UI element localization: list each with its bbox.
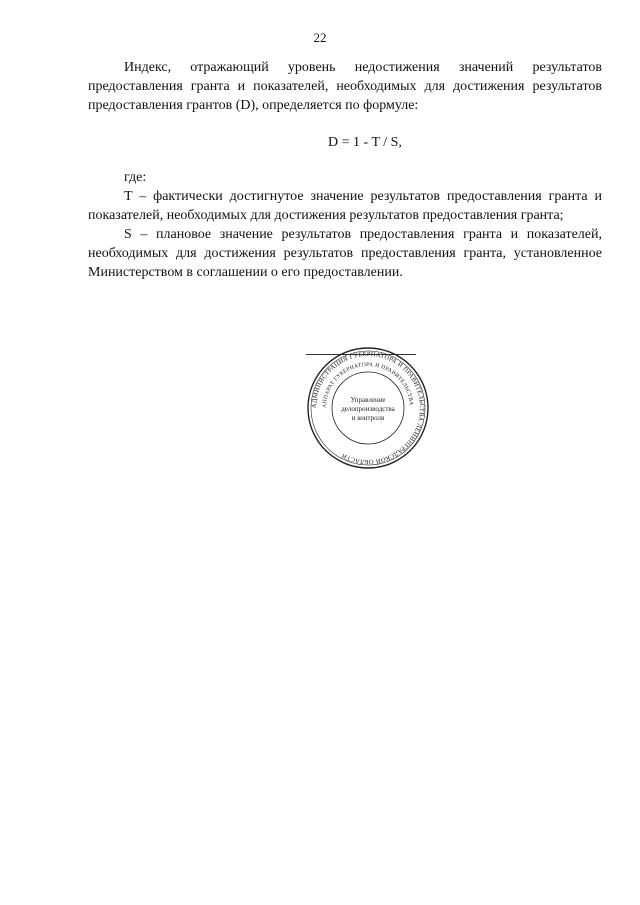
- official-stamp: [306, 346, 430, 470]
- paragraph-index-definition: Индекс, отражающий уровень недостижения значений результатов предоставления гранта и показателей, необходимых для достижения результатов предоставления грантов (D), определяется по формуле:: [88, 60, 602, 113]
- definition-t: T – фактически достигнутое значение результатов предоставления гранта и показателей, необходимых для достижения результатов предоставления гранта;: [88, 189, 602, 223]
- document-body: [88, 58, 602, 282]
- page-number: 22: [313, 30, 327, 45]
- formula: D = 1 - T / S,: [328, 135, 402, 150]
- definition-s: S – плановое значение результатов предоставления гранта и показателей, необходимых для достижения результатов предоставления гранта, установленное Министерством в соглашении о его предоставлении.: [88, 227, 602, 280]
- stamp-center-line2: делопроизводства: [341, 405, 395, 413]
- stamp-center-line3: и контроля: [351, 414, 385, 422]
- where-label: где:: [124, 170, 147, 185]
- stamp-inner-text: АППАРАТ ГУБЕРНАТОРА И ПРАВИТЕЛЬСТВА: [321, 361, 414, 409]
- stamp-seal-icon: [306, 346, 430, 470]
- stamp-outer-text: АДМИНИСТРАЦИЯ ГУБЕРНАТОРА И ПРАВИТЕЛЬСТВА ЛЕНИНГРАДСКОЙ ОБЛАСТИ: [310, 350, 426, 466]
- stamp-center-line1: Управление: [350, 396, 386, 404]
